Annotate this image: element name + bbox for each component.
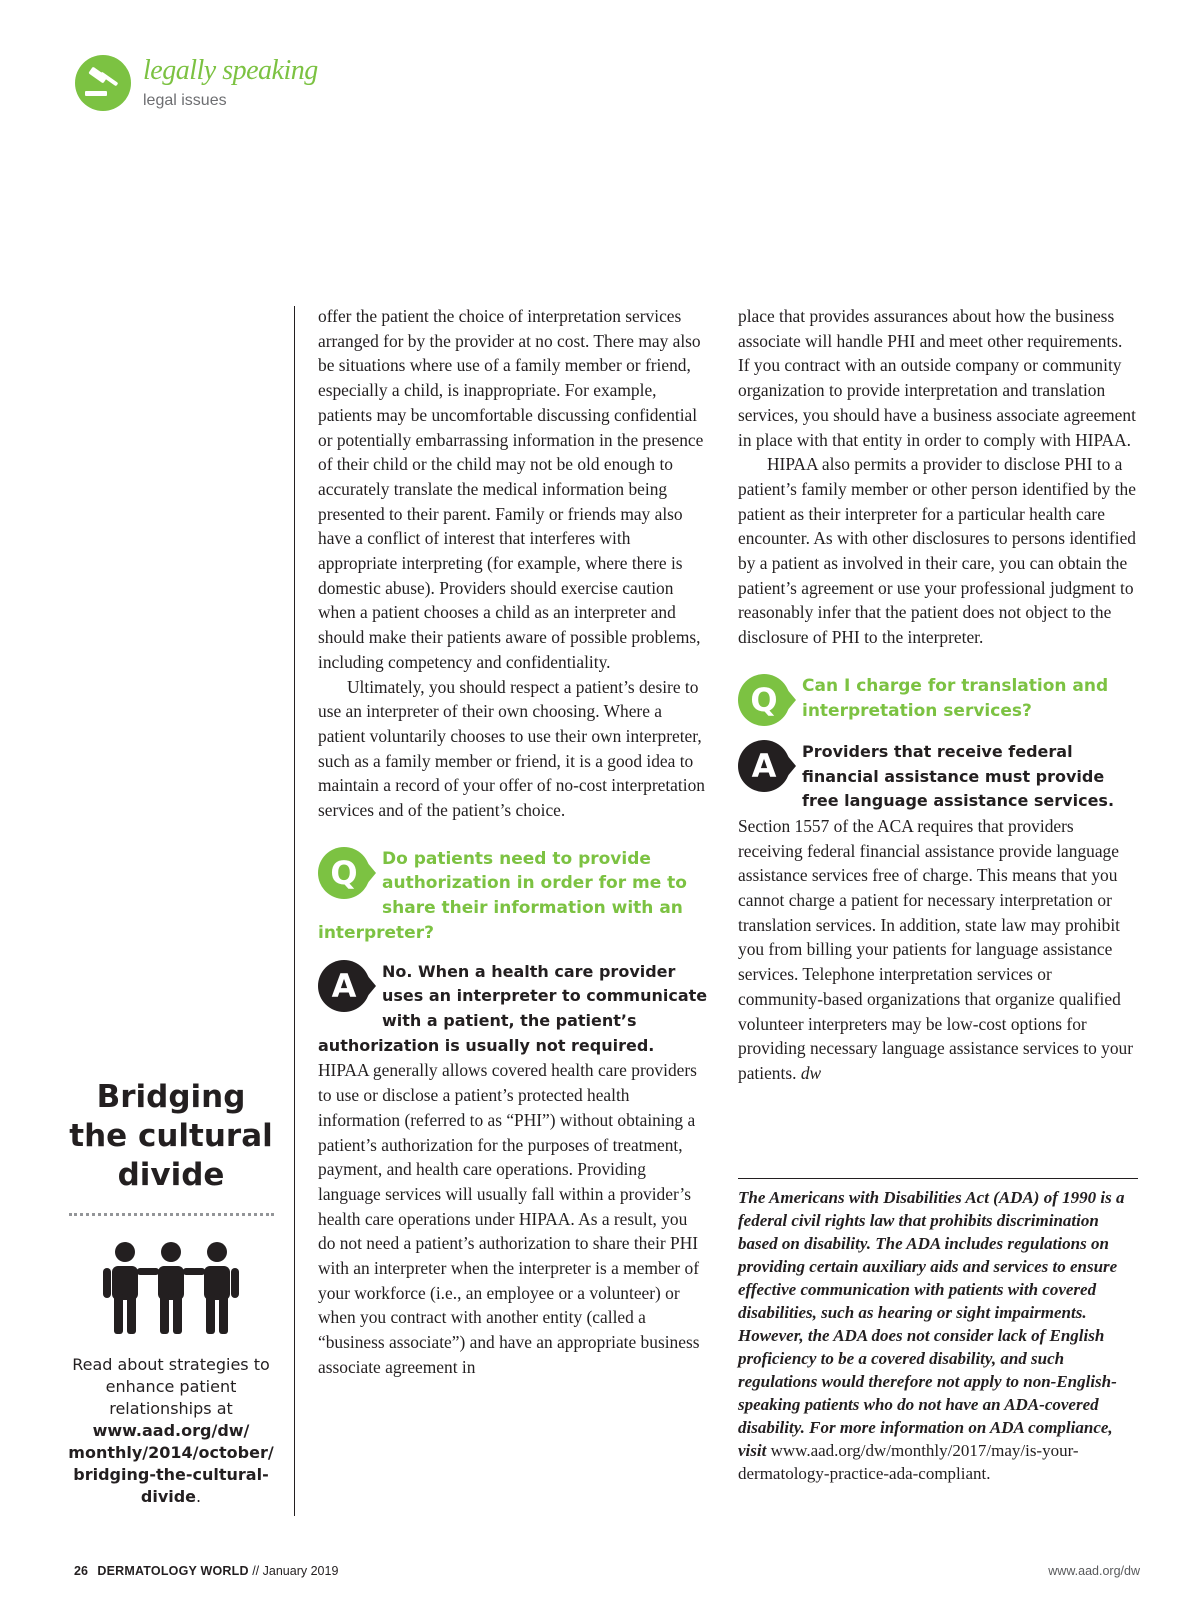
answer-badge-icon: [318, 960, 370, 1012]
section-title: legally speaking: [143, 55, 318, 86]
sidebar-link-line: monthly/2014/october/: [68, 1443, 274, 1462]
a-letter: A: [751, 746, 777, 785]
answer-lead: No. When a health care provider uses an interpreter to communicate with a patient, the patient’s authorization is usually not required.: [318, 961, 708, 1055]
paragraph: offer the patient the choice of interpretation services arranged for by the provider at no cost. There may also be situations where use of a family member or friend, especially a child, is inappropriate. For example, patients may be uncomfortable discussing confidential or potentially embarrassing information in the presence of their child or the child may not be old enough to accurately translate the medical information being presented to their parent. Family or friends may also have a conflict of interest that interferes with appropriate interpreting (for example, where there is domestic abuse). Providers should exercise caution when a patient chooses a child as an interpreter and should make their patients aware of possible problems, including competency and confidentiality.: [318, 306, 704, 672]
sidebar-link-line: www.aad.org/dw/: [92, 1421, 250, 1440]
question-badge-icon: [318, 847, 370, 899]
a-letter: A: [331, 966, 357, 1005]
sidebar-title-line: divide: [117, 1157, 225, 1193]
footer-separator: //: [252, 1564, 260, 1578]
q-letter: Q: [330, 853, 358, 892]
dotted-divider: [69, 1213, 274, 1216]
people-group-icon: [65, 1240, 277, 1340]
page-number: 26: [74, 1564, 88, 1578]
sidebar-link-line: bridging-the-cultural-: [73, 1465, 269, 1484]
sidebar-callout: [65, 1078, 277, 1508]
issue-date: January 2019: [262, 1564, 339, 1578]
q-letter: Q: [750, 680, 778, 719]
gavel-icon: [75, 55, 131, 111]
answer-block: [318, 960, 708, 1059]
answer-block: [738, 740, 1138, 814]
paragraph: place that provides assurances about how the business associate will handle PHI and meet other requirements. If you contract with an outside company or community organization to provide interpretation and translation services, you should have a business associate agreement in place with that entity in order to comply with HIPAA.: [738, 306, 1136, 450]
gavel-logo: [75, 55, 131, 111]
question-badge-icon: [738, 674, 790, 726]
question-text: Can I charge for translation and interpretation services?: [802, 675, 1109, 721]
question-text: Do patients need to provide authorization in order for me to share their information with an interpreter?: [318, 848, 687, 943]
magazine-name: DERMATOLOGY WORLD: [97, 1564, 249, 1578]
column-divider: [294, 306, 295, 1516]
note-divider: [738, 1178, 1138, 1179]
sidebar-link-line: divide: [140, 1487, 197, 1506]
sidebar-link[interactable]: [68, 1421, 273, 1506]
signoff: dw: [800, 1062, 822, 1083]
answer-badge-icon: [738, 740, 790, 792]
sidebar-link-period: .: [196, 1487, 202, 1506]
note-link[interactable]: www.aad.org/dw/monthly/2017/may/is-your-dermatology-practice-ada-compliant.: [738, 1441, 1079, 1483]
right-column: [738, 304, 1138, 1086]
paragraph: Ultimately, you should respect a patient’s desire to use an interpreter of their own choosing. Where a patient voluntarily chooses to use their own interpreter, such as a family member or friend, it is a good idea to maintain a record of your offer of no-cost interpretation services and of the patient’s choice.: [318, 676, 705, 821]
paragraph-text: Section 1557 of the ACA requires that providers receiving federal financial assistance provide language assistance services free of charge. This means that you cannot charge a patient for necessary interpretation or translation services. In addition, state law may prohibit you from billing your patients for language assistance services. Telephone interpretation services or community-based organizations that organize qualified volunteer interpreters may be low-cost options for providing necessary language assistance services to your patients.: [738, 815, 1134, 1083]
answer-lead: Providers that receive federal financial assistance must provide free language assistance services.: [802, 741, 1115, 811]
question-block: [318, 847, 708, 946]
paragraph: HIPAA also permits a provider to disclose PHI to a patient’s family member or other person identified by the patient as their interpreter for a particular health care encounter. As with other disclosures to persons identified by a patient as involved in their care, you can obtain the patient’s agreement or use your professional judgment to reasonably infer that the patient does not object to the disclosure of PHI to the interpreter.: [738, 454, 1136, 648]
section-subtitle: legal issues: [143, 92, 227, 109]
sidebar-title: [65, 1078, 277, 1195]
sidebar-body: Read about strategies to enhance patient relationships at: [72, 1355, 270, 1418]
sidebar-title-line: Bridging: [96, 1079, 246, 1115]
paragraph: HIPAA generally allows covered health care providers to use or disclose a patient’s protected health information (referred to as “PHI”) without obtaining a patient’s authorization for the purposes of treatment, payment, and health care operations. Providing language services will usually fall within a provider’s health care operations under HIPAA. As a result, you do not need a patient’s authorization to share their PHI with an interpreter when the interpreter is a member of your workforce (i.e., an employee or a volunteer) or when you contract with another entity (called a “business associate”) and have an appropriate business associate agreement in: [318, 1060, 700, 1377]
ada-note: [738, 1186, 1138, 1485]
question-block: [738, 674, 1138, 726]
middle-column: [318, 304, 708, 1380]
paragraph: [738, 814, 1138, 1086]
sidebar-title-line: the cultural: [69, 1118, 273, 1154]
footer-url[interactable]: www.aad.org/dw: [1048, 1564, 1140, 1578]
sidebar-text: [65, 1354, 277, 1508]
note-text: The Americans with Disabilities Act (ADA) of 1990 is a federal civil rights law that prohibits discrimination based on disability. The ADA includes regulations on providing certain auxiliary aids and services to ensure effective communication with patients with covered disabilities, such as hearing or sight impairments. However, the ADA does not consider lack of English proficiency to be a covered disability, and such regulations would therefore not apply to non-English-speaking patients who do not have an ADA-covered disability. For more information on ADA compliance, visit: [738, 1188, 1125, 1460]
footer-left: [74, 1564, 338, 1578]
